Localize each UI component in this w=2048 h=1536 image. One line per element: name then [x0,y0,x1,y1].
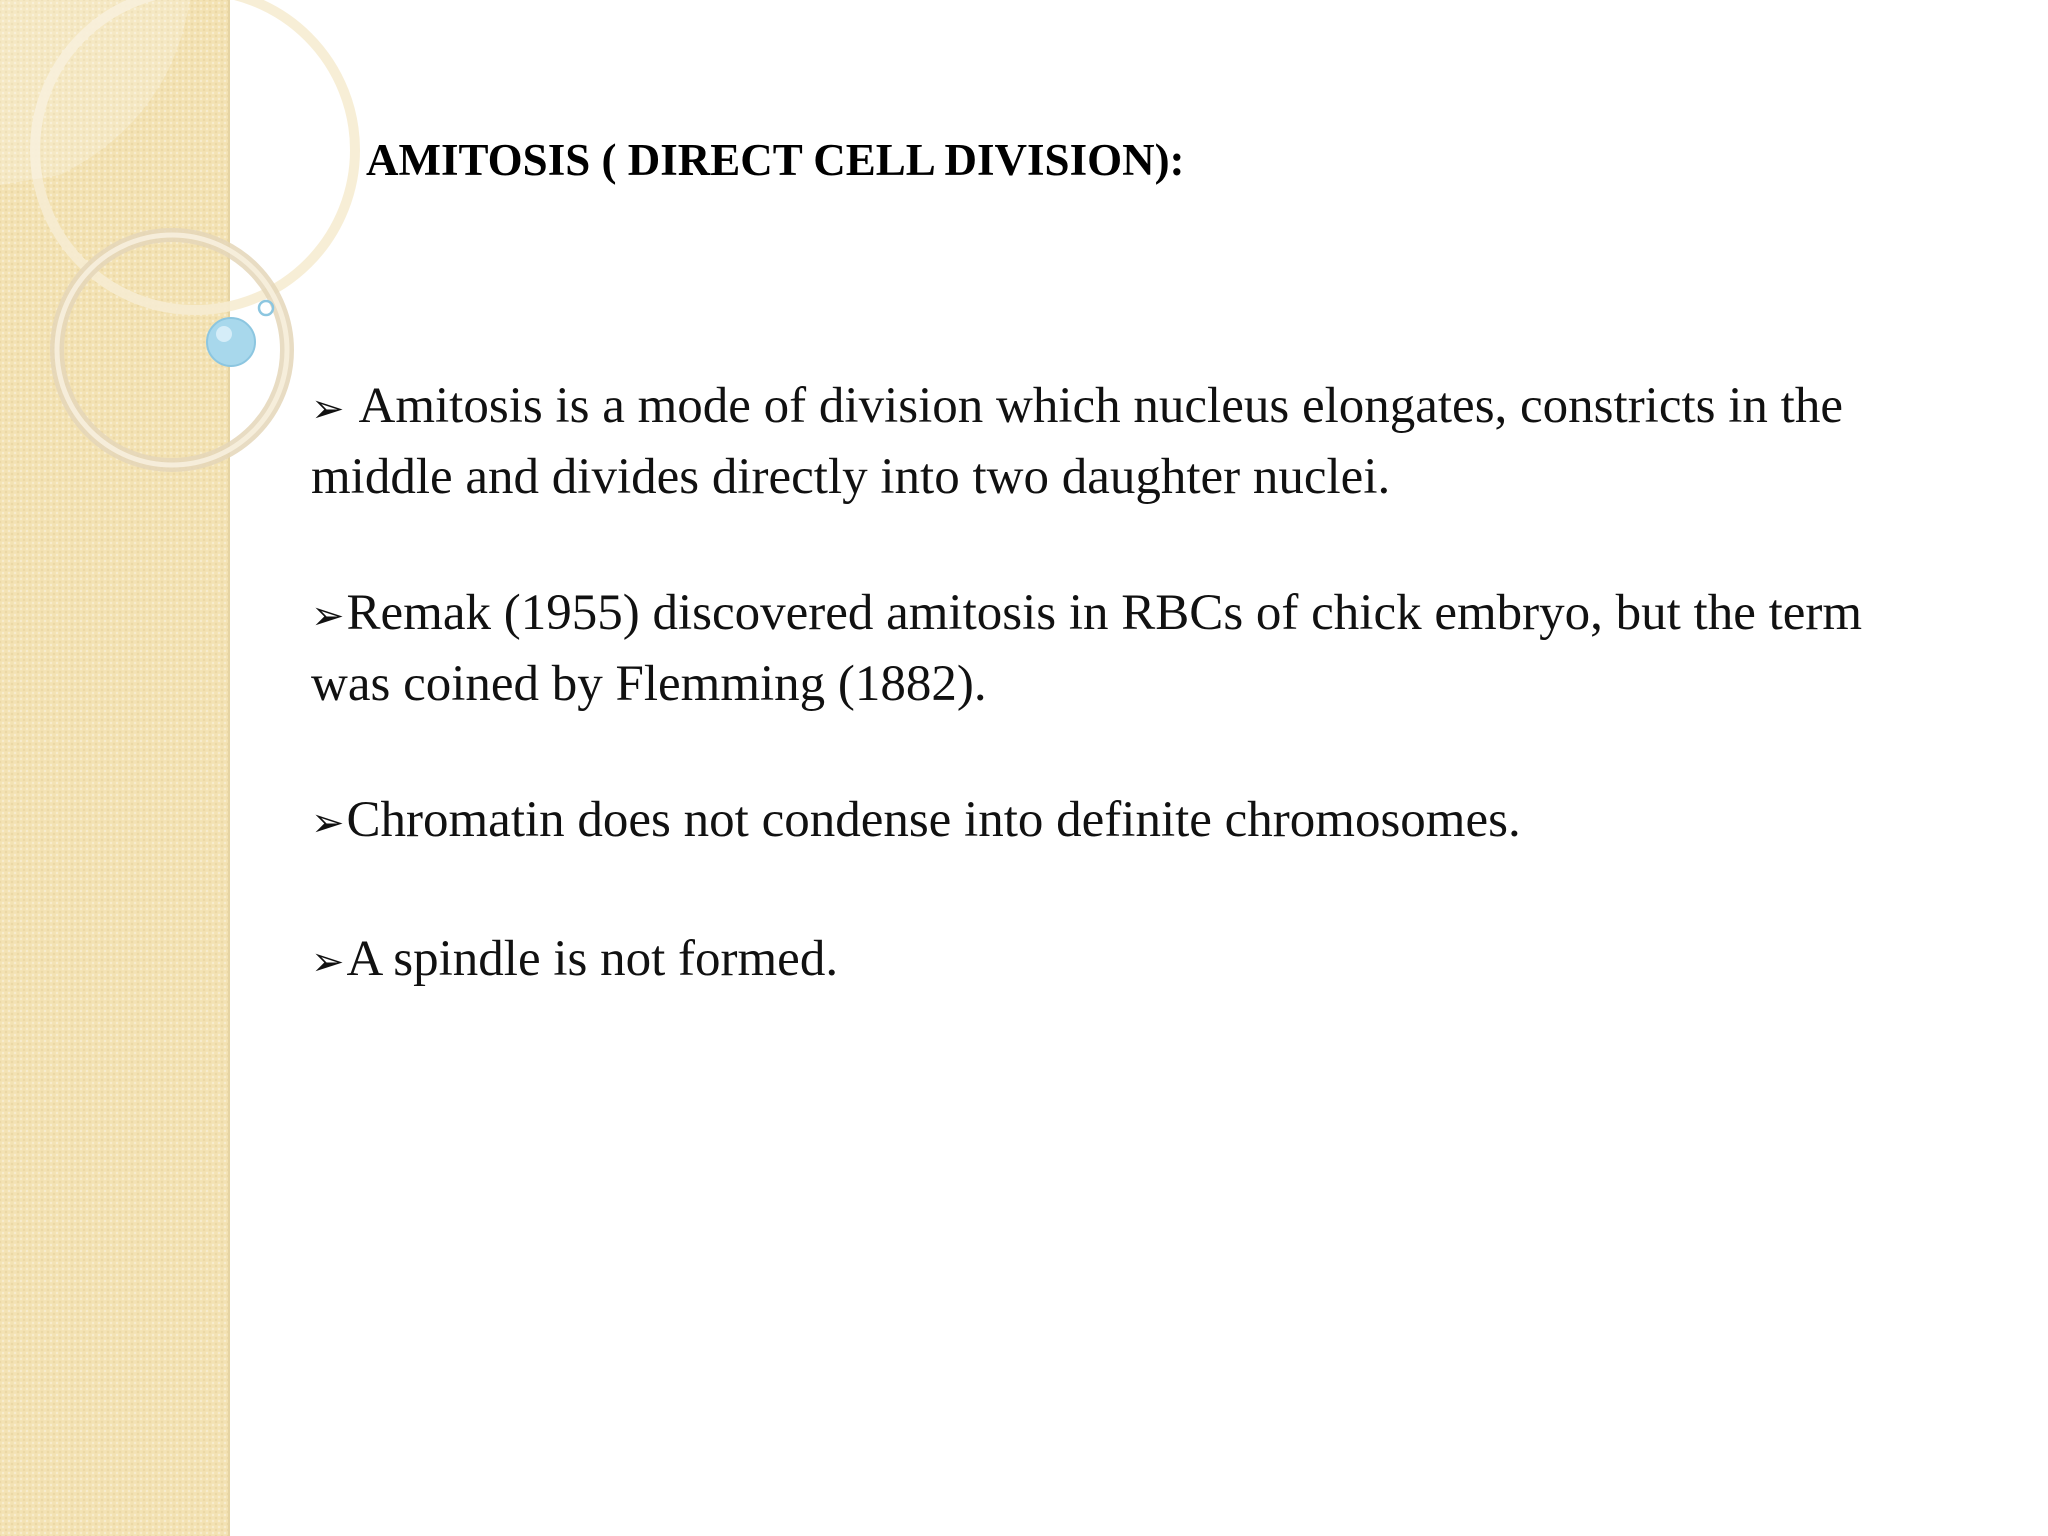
bullet-list [311,372,1871,1064]
bullet-text: Remak (1955) discovered amitosis in RBCs of chick embryo, but the term was coined by Flemming (1882). [311,585,1863,712]
arrow-bullet-icon: ➢ [311,593,345,639]
bullet-text: Amitosis is a mode of division which nucleus elongates, constricts in the middle and divides directly into two daughter nuclei. [311,378,1843,505]
bullet-text: Chromatin does not condense into definite chromosomes. [346,792,1521,848]
arrow-bullet-icon: ➢ [311,800,345,846]
small-ring-bubble-icon [259,301,273,315]
bullet-text: A spindle is not formed. [346,931,839,987]
bullet-item [311,925,1871,996]
arrow-bullet-icon: ➢ [311,939,345,985]
slide-title: AMITOSIS ( DIRECT CELL DIVISION): [366,135,1185,185]
bullet-item [311,786,1871,857]
bullet-item [311,579,1871,718]
bullet-item [311,372,1871,511]
decorative-sidebar [0,0,230,1536]
arrow-bullet-icon: ➢ [311,386,345,432]
